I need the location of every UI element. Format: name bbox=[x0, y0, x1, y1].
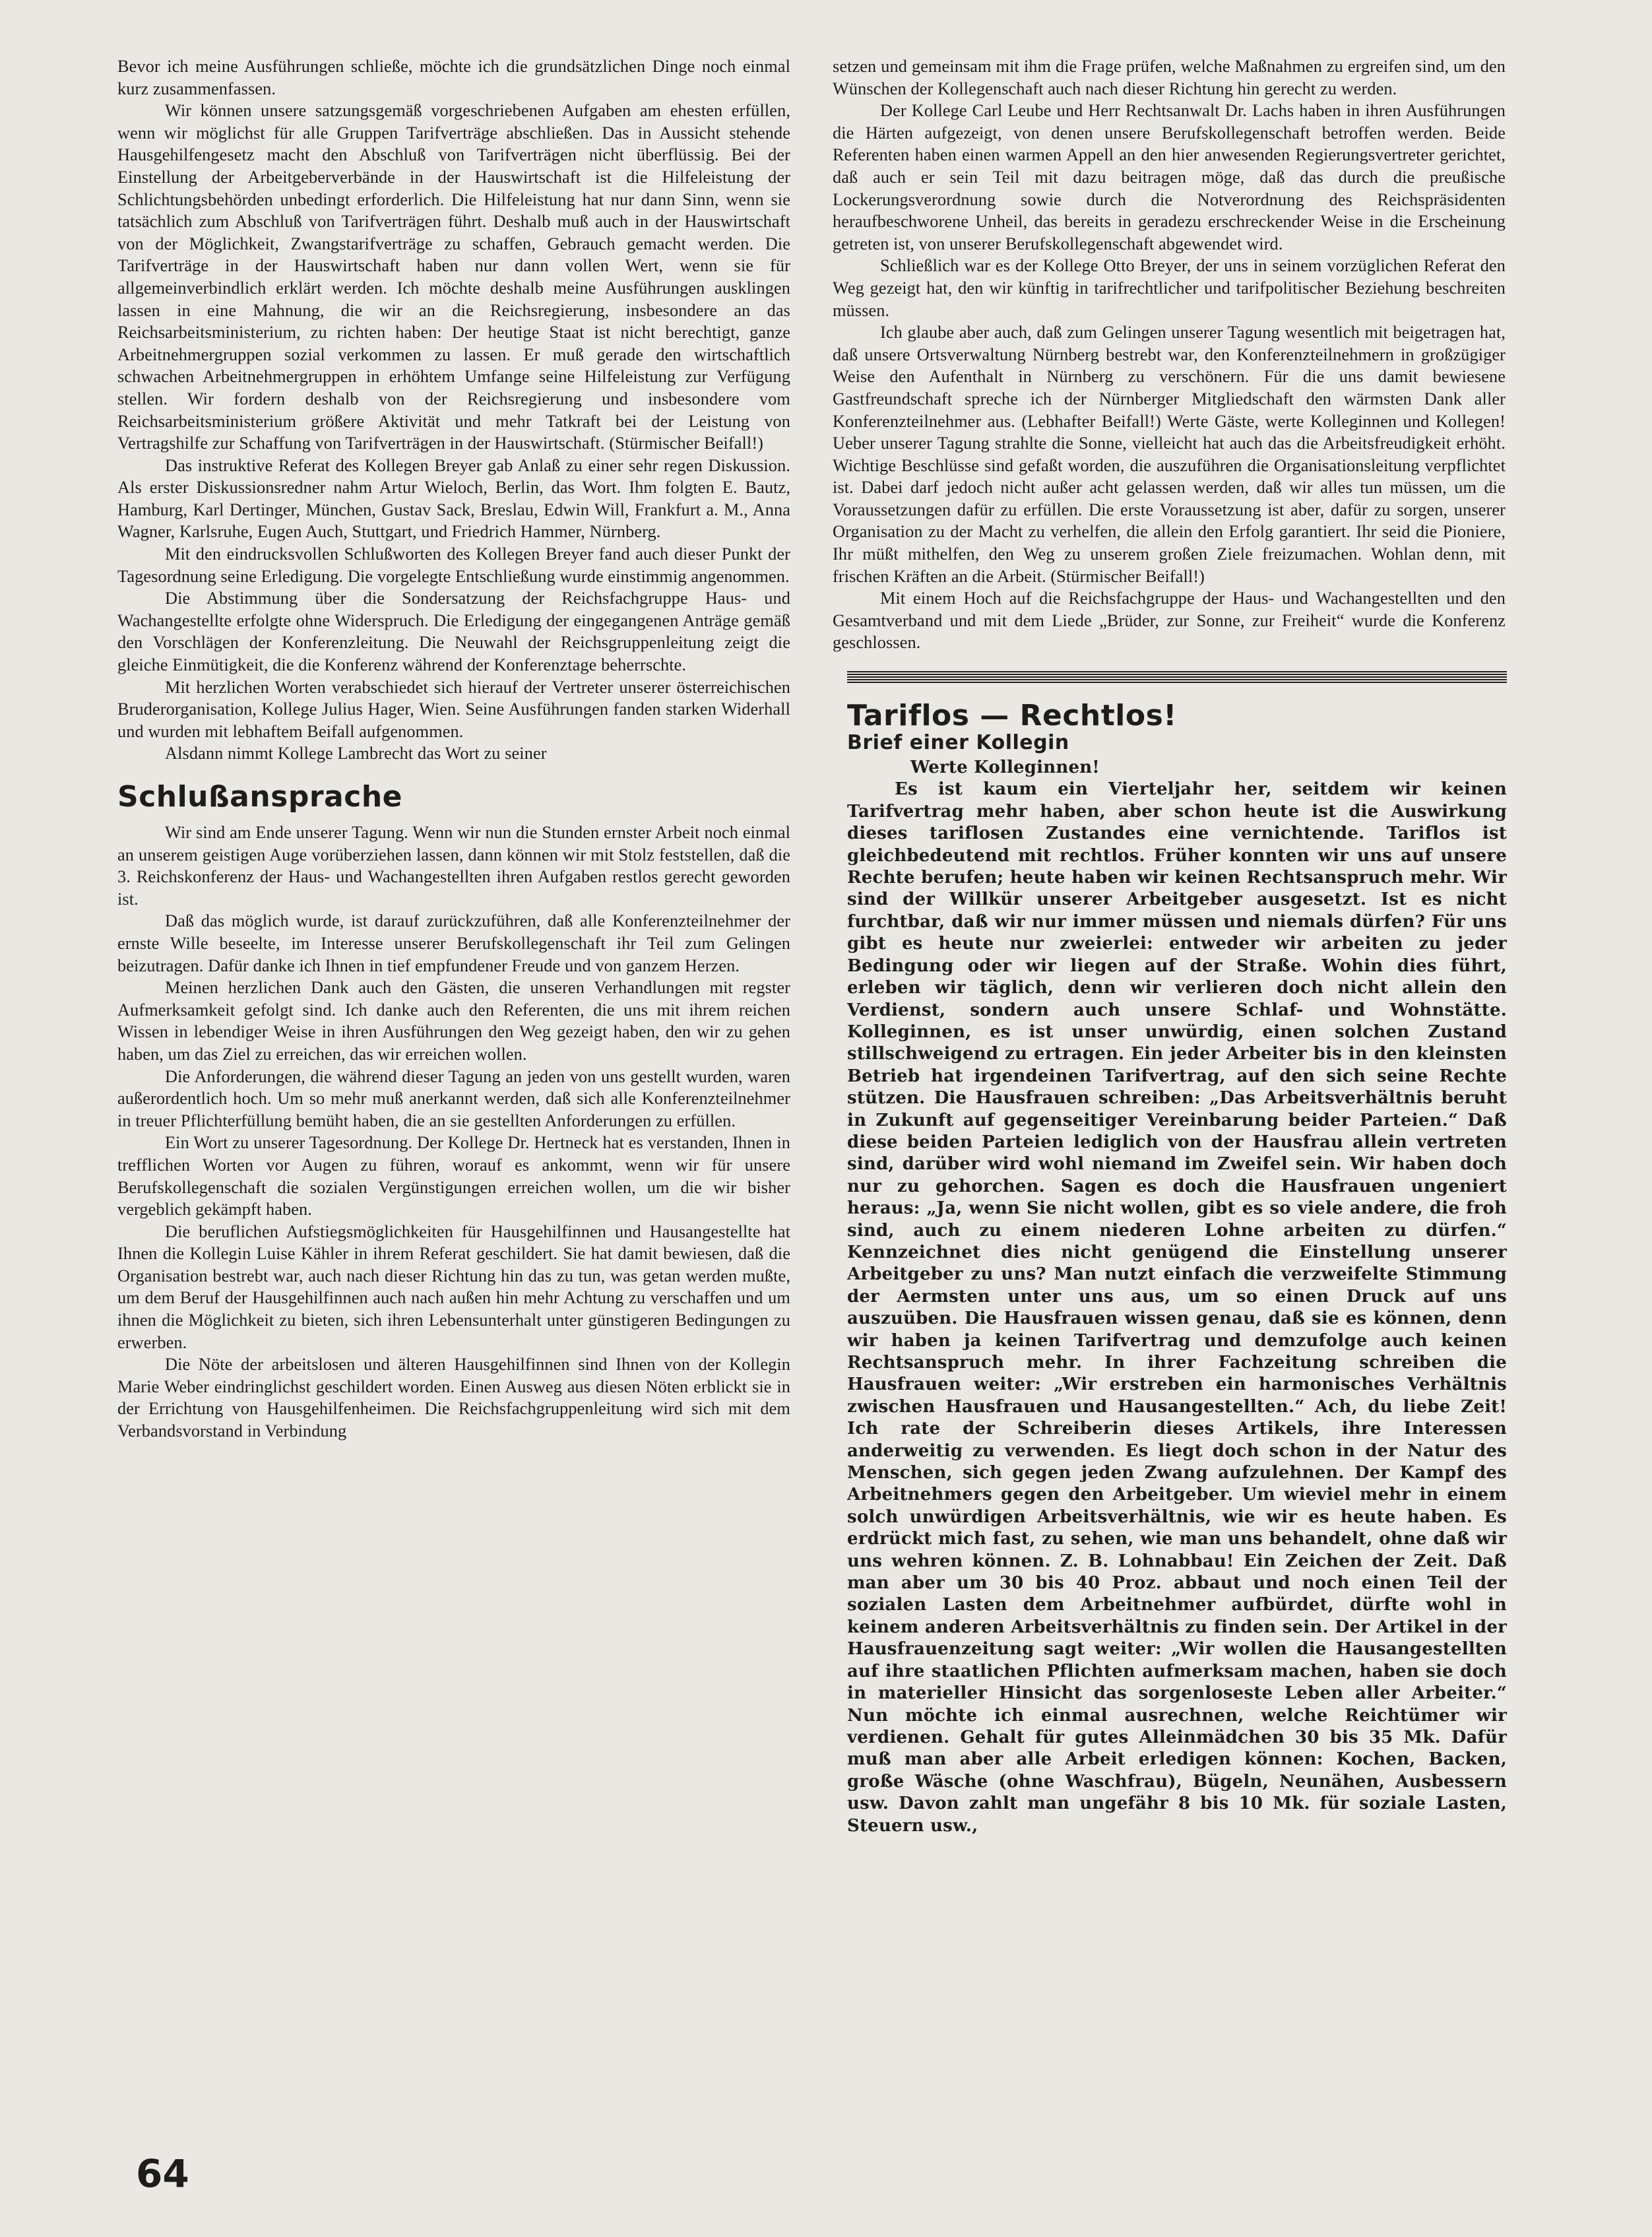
section-heading: Schlußansprache bbox=[117, 780, 402, 814]
article-title: Tariflos — Rechtlos! bbox=[847, 699, 1177, 733]
paragraph: Bevor ich meine Ausführungen schließe, möchte ich die grundsätzlichen Dinge noch einmal kurz zusammenfassen. bbox=[117, 57, 790, 98]
paragraph: Wir können unsere satzungsgemäß vorgeschriebenen Aufgaben am ehesten erfüllen, wenn wir möglichst für alle Gruppen Tarifverträge abschließen. Das in Aussicht stehende Hausgehilfengesetz macht den Abschluß von Tarifverträgen nicht überflüssig. Bei der Einstellung der Arbeitgeberverbände in der Hauswirtschaft ist die Hilfeleistung der Schlichtungsbehörden unbedingt erforderlich. Die Hilfeleistung hat nur dann Sinn, wenn sie tatsächlich zum Abschluß von Tarifverträgen führt. Deshalb muß auch in der Hauswirtschaft von der Möglichkeit, Zwangstarifverträge zu schaffen, Gebrauch gemacht werden. Die Tarifverträge in der Hauswirtschaft haben nur dann vollen Wert, wenn sie für allgemeinverbindlich erklärt werden. Ich möchte deshalb meine Ausführungen ausklingen lassen in eine Mahnung, die wir an die Reichsregierung, insbesondere an das Reichsarbeitsministerium, zu richten haben: Der heutige Staat ist nicht berechtigt, ganze Arbeitnehmergruppen sozial verkommen zu lassen. Er muß gerade den wirtschaftlich schwachen Arbeitnehmergruppen in erhöhtem Umfange seine Hilfeleistung zur Verfügung stellen. Wir fordern deshalb von der Reichsregierung und insbesondere vom Reichsarbeitsministerium größere Aktivität und mehr Tatkraft bei der Leistung von Vertragshilfe zur Schaffung von Tarifverträgen in der Hauswirtschaft. (Stürmischer Beifall!) bbox=[117, 101, 790, 453]
article-tariflos bbox=[847, 700, 1507, 1837]
paragraph: Der Kollege Carl Leube und Herr Rechtsanwalt Dr. Lachs haben in ihren Ausführungen die Härten aufgezeigt, von denen unsere Berufskollegenschaft betroffen werden. Beide Referenten haben einen warmen Appell an den hier anwesenden Regierungsvertreter gerichtet, daß auch er sein Teil mit dazu beitragen möge, daß das durch die preußische Lockerungsverordnung sowie durch die Notverordnung des Reichspräsidenten heraufbeschworene Unheil, das bereits in geradezu erschreckender Weise in die Erscheinung getreten ist, von unserer Berufskollegenschaft abgewendet wird. bbox=[833, 101, 1506, 253]
article-greeting: Werte Kolleginnen! bbox=[910, 758, 1100, 778]
paragraph: Ein Wort zu unserer Tagesordnung. Der Kollege Dr. Hertneck hat es verstanden, Ihnen in trefflichen Worten vor Augen zu führen, worauf es ankommt, wenn wir für unsere Berufskollegenschaft die sozialen Vergünstigungen erreichen wollen, um die wir bisher vergeblich gekämpft haben. bbox=[117, 1133, 790, 1219]
paragraph: Mit den eindrucksvollen Schlußworten des Kollegen Breyer fand auch dieser Punkt der Tagesordnung seine Erledigung. Die vorgelegte Entschließung wurde einstimmig angenommen. bbox=[117, 544, 790, 586]
paragraph: Meinen herzlichen Dank auch den Gästen, die unseren Verhandlungen mit regster Aufmerksamkeit gefolgt sind. Ich danke auch den Referenten, die uns mit ihrem reichen Wissen in lebendiger Weise in ihren Ausführungen den Weg gezeigt haben, den wir zu gehen haben, um das Ziel zu erreichen, das wir erreichen wollen. bbox=[117, 978, 790, 1064]
paragraph: Alsdann nimmt Kollege Lambrecht das Wort zu seiner bbox=[165, 744, 547, 763]
paragraph: Das instruktive Referat des Kollegen Breyer gab Anlaß zu einer sehr regen Diskussion. Als erster Diskussionsredner nahm Artur Wieloch, Berlin, das Wort. Ihm folgten E. Bautz, Hamburg, Karl Dertinger, München, Gustav Sack, Breslau, Edwin Will, Frankfurt a. M., Anna Wagner, Karlsruhe, Eugen Auch, Stuttgart, und Friedrich Hammer, Nürnberg. bbox=[117, 455, 790, 542]
section-divider bbox=[847, 671, 1507, 684]
paragraph: setzen und gemeinsam mit ihm die Frage prüfen, welche Maßnahmen zu ergreifen sind, um den Wünschen der Kollegenschaft auch nach dieser Richtung hin gerecht zu werden. bbox=[833, 57, 1506, 98]
page-number: 64 bbox=[136, 2151, 189, 2196]
paragraph: Ich glaube aber auch, daß zum Gelingen unserer Tagung wesentlich mit beigetragen hat, daß unsere Ortsverwaltung Nürnberg bestrebt war, den Konferenzteilnehmern in großzügiger Weise den Aufenthalt in Nürnberg zu verschönern. Für die uns damit bewiesene Gastfreundschaft spreche ich der Nürnberger Mitgliedschaft den wärmsten Dank aller Konferenzteilnehmer aus. (Lebhafter Beifall!) Werte Gäste, werte Kolleginnen und Kollegen! Ueber unserer Tagung strahlte die Sonne, vielleicht hat auch das die Arbeitsfreudigkeit erhöht. Wichtige Beschlüsse sind gefaßt worden, die auszuführen die Organisationsleitung verpflichtet ist. Dabei darf jedoch nicht außer acht gelassen werden, daß wir alles tun müssen, um die Voraussetzungen dafür zu erfüllen. Die erste Voraussetzung ist aber, dafür zu sorgen, unserer Organisation zu der Macht zu verhelfen, die allein den Erfolg garantiert. Ihr seid die Pioniere, Ihr müßt mithelfen, den Weg zu unserem großen Ziele freizumachen. Wohlan denn, mit frischen Kräften an die Arbeit. (Stürmischer Beifall!) bbox=[833, 323, 1506, 586]
right-column bbox=[833, 55, 1506, 1837]
article-body: Es ist kaum ein Vierteljahr her, seitdem wir keinen Tarifvertrag mehr haben, aber schon heute ist die Auswirkung dieses tariflosen Zustandes eine vernichtende. Tariflos ist gleichbedeutend mit rechtlos. Früher konnten wir uns auf unsere Rechte berufen; heute haben wir keinen Rechtsanspruch mehr. Wir sind der Willkür unserer Arbeitgeber ausgesetzt. Ist es nicht furchtbar, daß wir nur immer müssen und niemals dürfen? Für uns gibt es heute nur zweierlei: entweder wir arbeiten zu jeder Bedingung oder wir liegen auf der Straße. Wohin dies führt, erleben wir täglich, denn wir verlieren doch nicht allein den Verdienst, sondern auch unsere Schlaf- und Wohnstätte. Kolleginnen, es ist unser unwürdig, einen solchen Zustand stillschweigend zu ertragen. Ein jeder Arbeiter bis in den kleinsten Betrieb hat irgendeinen Tarifvertrag, auf den sich seine Rechte stützen. Die Hausfrauen schreiben: „Das Arbeitsverhältnis beruht in Zukunft auf gegenseitiger Vereinbarung beider Parteien.“ Daß diese beiden Parteien lediglich von der Hausfrau allein vertreten sind, darüber wird wohl niemand im Zweifel sein. Wir haben doch nur zu gehorchen. Sagen es doch die Hausfrauen ungeniert heraus: „Ja, wenn Sie nicht wollen, gibt es so viele andere, die froh sind, auch zu einem niederen Lohne arbeiten zu dürfen.“ Kennzeichnet dies nicht genügend die Einstellung unserer Arbeitgeber zu uns? Man nutzt einfach die verzweifelte Stimmung der Aermsten unter uns aus, um so einen Druck auf uns auszuüben. Die Hausfrauen wissen genau, daß sie es können, denn wir haben ja keinen Tarifvertrag und demzufolge auch keinen Rechtsanspruch mehr. In ihrer Fachzeitung schreiben die Hausfrauen weiter: „Wir erstreben ein harmonisches Verhältnis zwischen Hausfrauen und Hausangestellten.“ Ach, du liebe Zeit! Ich rate der Schreiberin dieses Artikels, ihre Interessen anderweitig zu verwenden. Es liegt doch schon in der Natur des Menschen, sich gegen jeden Zwang aufzulehnen. Der Kampf des Arbeitnehmers gegen den Arbeitgeber. Um wieviel mehr in einem solch unwürdigen Arbeitsverhältnis, wie wir es heute haben. Es erdrückt mich fast, zu sehen, wie man uns behandelt, ohne daß wir uns wehren können. Z. B. Lohnabbau! Ein Zeichen der Zeit. Daß man aber um 30 bis 40 Proz. abbaut und noch einen Teil der sozialen Lasten dem Arbeitnehmer aufbürdet, dürfte wohl in keinem anderen Arbeitsverhältnis zu finden sein. Der Artikel in der Hausfrauenzeitung sagt weiter: „Wir wollen die Hausangestellten auf ihre staatlichen Pflichten aufmerksam machen, haben sie doch in materieller Hinsicht das sorgenloseste Leben aller Arbeiter.“ Nun möchte ich einmal ausrechnen, welche Reichtümer wir verdienen. Gehalt für gutes Alleinmädchen 30 bis 35 Mk. Dafür muß man aber alle Arbeit erledigen können: Kochen, Backen, große Wäsche (ohne Waschfrau), Bügeln, Neunähen, Ausbessern usw. Davon zahlt man ungefähr 8 bis 10 Mk. für soziale Lasten, Steuern usw., bbox=[847, 779, 1507, 1836]
paragraph: Die beruflichen Aufstiegsmöglichkeiten für Hausgehilfinnen und Hausangestellte hat Ihnen die Kollegin Luise Kähler in ihrem Referat geschildert. Sie hat damit bewiesen, daß die Organisation bestrebt war, auch nach dieser Richtung hin das zu tun, was getan werden mußte, um dem Beruf der Hausgehilfinnen auch nach außen hin mehr Achtung zu verschaffen und um ihnen die Möglichkeit zu bieten, sich ihren Lebensunterhalt unter günstigeren Bedingungen zu erwerben. bbox=[117, 1221, 790, 1352]
article-subtitle: Brief einer Kollegin bbox=[847, 731, 1069, 755]
paragraph: Mit herzlichen Worten verabschiedet sich hierauf der Vertreter unserer österreichischen Bruderorganisation, Kollege Julius Hager, Wien. Seine Ausführungen fanden starken Widerhall und wurden mit lebhaftem Beifall aufgenommen. bbox=[117, 677, 790, 741]
left-column bbox=[117, 55, 790, 1443]
paragraph: Daß das möglich wurde, ist darauf zurückzuführen, daß alle Konferenzteilnehmer der ernste Wille beseelte, im Interesse unserer Berufskollegenschaft ihr Teil zum Gelingen beizutragen. Dafür danke ich Ihnen in tief empfundener Freude und von ganzem Herzen. bbox=[117, 911, 790, 975]
paragraph: Die Anforderungen, die während dieser Tagung an jeden von uns gestellt wurden, waren außerordentlich hoch. Um so mehr muß anerkannt werden, daß sich alle Konferenzteilnehmer in treuer Pflichterfüllung bemüht haben, die an sie gestellten Anforderungen zu erfüllen. bbox=[117, 1066, 790, 1130]
paragraph: Wir sind am Ende unserer Tagung. Wenn wir nun die Stunden ernster Arbeit noch einmal an unserem geistigen Auge vorüberziehen lassen, dann können wir mit Stolz feststellen, daß die 3. Reichskonferenz der Haus- und Wachangestellten ihren Aufgaben restlos gerecht geworden ist. bbox=[117, 823, 790, 909]
paragraph: Die Abstimmung über die Sondersatzung der Reichsfachgruppe Haus- und Wachangestellte erfolgte ohne Widerspruch. Die Erledigung der eingegangenen Anträge gemäß den Vorschlägen der Konferenzleitung. Die Neuwahl der Reichsgruppenleitung zeigt die gleiche Einmütigkeit, die die Konferenz während der Konferenztage beherrschte. bbox=[117, 589, 790, 675]
paragraph: Mit einem Hoch auf die Reichsfachgruppe der Haus- und Wachangestellten und den Gesamtverband und mit dem Liede „Brüder, zur Sonne, zur Freiheit“ wurde die Konferenz geschlossen. bbox=[833, 589, 1506, 653]
right-column-text bbox=[833, 55, 1506, 654]
paragraph: Die Nöte der arbeitslosen und älteren Hausgehilfinnen sind Ihnen von der Kollegin Marie Weber eindringlichst geschildert worden. Einen Ausweg aus diesen Nöten erblickt sie in der Errichtung von Hausgehilfenheimen. Die Reichsfachgruppenleitung wird sich mit dem Verbandsvorstand in Verbindung bbox=[117, 1355, 790, 1441]
paragraph: Schließlich war es der Kollege Otto Breyer, der uns in seinem vorzüglichen Referat den Weg gezeigt hat, den wir künftig in tarifrechtlicher und tarifpolitischer Beziehung beschreiten müssen. bbox=[833, 256, 1506, 320]
